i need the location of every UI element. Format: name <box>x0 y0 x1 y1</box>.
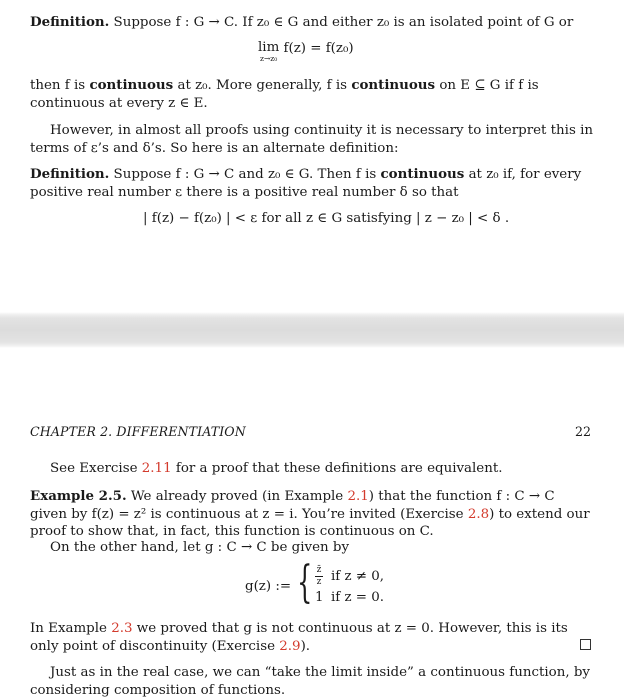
however-paragraph: However, in almost all proofs using continuity it is necessary to interpret this in terms of ε’s and δ’s. So here is an alternate definition: <box>30 123 593 156</box>
continuous-term: continuous <box>89 77 174 93</box>
definition-text: Suppose f : G → C. If z₀ ∈ G and either z₀ is an isolated point of G or <box>109 15 574 30</box>
case-fraction: z̄ z <box>316 565 322 587</box>
limit-inside-paragraph: Just as in the real case, we can “take the limit inside” a continuous function, by considering composition of functions. <box>30 665 590 698</box>
example-2-3-paragraph: In Example 2.3 we proved that g is not continuous at z = 0. However, this is its only point of discontinuity (Exercise 2.9). <box>30 621 568 654</box>
example-link[interactable]: 2.3 <box>111 621 133 636</box>
case-condition: if z = 0. <box>331 590 385 605</box>
example-2-5: Example 2.5. We already proved (in Example 2.1) that the function f : C → C given by f(z) = z² is continuous at z = i. You’re invited (Exercise 2.8) to extend our proof to show that, in fact, this function is continuous on C. <box>30 488 590 539</box>
continuous-term: continuous <box>380 166 465 182</box>
page-separator <box>0 312 624 348</box>
definition-continuity <box>30 14 594 32</box>
definition-label: Definition. <box>30 14 110 30</box>
brace: { <box>297 557 313 608</box>
limit-equation <box>258 41 354 63</box>
limit-operator: lim z→z₀ <box>258 40 280 63</box>
piecewise-lhs: g(z) := <box>245 579 292 594</box>
definition-epsilon-delta: Definition. Suppose f : G → C and z₀ ∈ G. Then f is continuous at z₀ if, for every positive real number ε there is a positive real number δ so that <box>30 166 582 200</box>
example-link[interactable]: 2.1 <box>347 489 369 504</box>
epsilon-delta-inequality: | f(z) − f(z₀) | < ε for all z ∈ G satisfying | z − z₀ | < δ . <box>143 211 510 226</box>
limit-rhs: f(z) = f(z₀) <box>279 41 354 56</box>
example-label: Example 2.5. <box>30 488 127 504</box>
exercise-link[interactable]: 2.9 <box>279 638 301 654</box>
continuous-term: continuous <box>351 77 436 93</box>
exercise-link[interactable]: 2.8 <box>467 506 490 522</box>
limit-subscript: z→z₀ <box>260 54 278 63</box>
see-exercise-paragraph: See Exercise 2.11 for a proof that these definitions are equivalent. <box>50 461 503 476</box>
page-number: 22 <box>574 424 591 439</box>
case-value: 1 <box>315 590 324 605</box>
other-hand-paragraph: On the other hand, let g : C → C be given by <box>50 540 350 555</box>
case-condition: if z ≠ 0, <box>331 569 385 584</box>
definition-label: Definition. <box>30 166 110 182</box>
qed-icon <box>580 639 591 650</box>
running-head: CHAPTER 2. DIFFERENTIATION <box>30 424 246 439</box>
exercise-link[interactable]: 2.11 <box>141 461 172 476</box>
definition-conclusion: then f is continuous at z₀. More generally, f is continuous on E ⊆ G if f is continuous at every z ∈ E. <box>30 77 539 111</box>
